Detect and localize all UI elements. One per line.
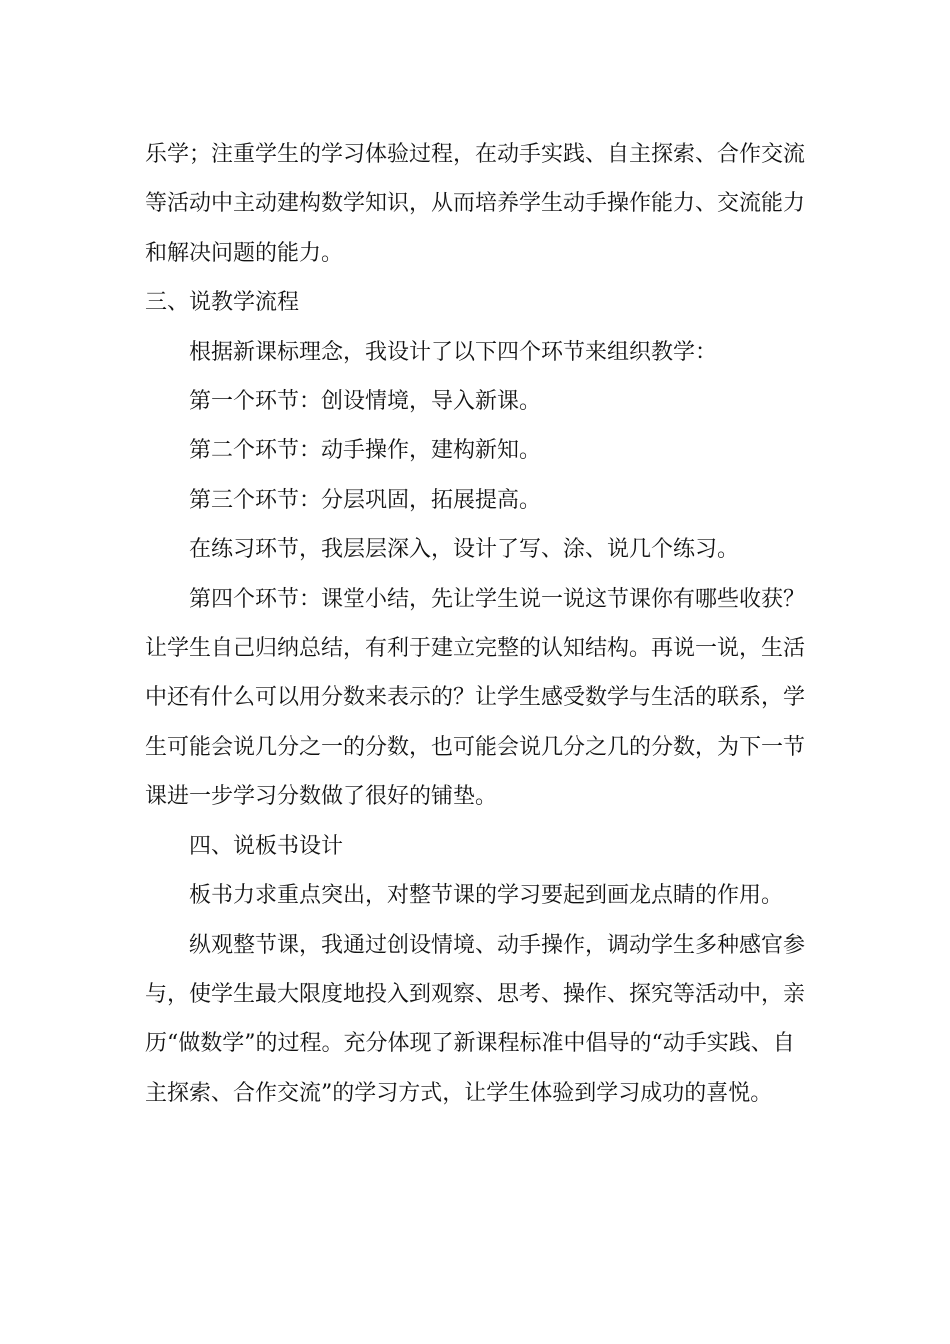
paragraph-step-4: 第四个环节：课堂小结，先让学生说一说这节课你有哪些收获？让学生自己归纳总结，有利于建立完整的认知结构。再说一说，生活中还有什么可以用分数来表示的？让学生感受数学与生活的联系，学生可能会说几分之一的分数，也可能会说几分之几的分数，为下一节课进一步学习分数做了很好的铺垫。: [145, 586, 806, 810]
section-heading-board-design: 四、说板书设计: [189, 833, 344, 859]
paragraph-step-2: 第二个环节：动手操作，建构新知。: [189, 438, 542, 464]
paragraph-step-3: 第三个环节：分层巩固，拓展提高。: [189, 487, 542, 513]
document-body: [145, 130, 805, 1118]
paragraph-intro: 根据新课标理念，我设计了以下四个环节来组织教学：: [189, 339, 718, 365]
paragraph-practice: 在练习环节，我层层深入，设计了写、涂、说几个练习。: [189, 537, 740, 563]
paragraph-summary: 纵观整节课，我通过创设情境、动手操作，调动学生多种感官参与，使学生最大限度地投入到观察、思考、操作、探究等活动中，亲历“做数学”的过程。充分体现了新课程标准中倡导的“动手实践、自主探索、合作交流”的学习方式，让学生体验到学习成功的喜悦。: [145, 932, 806, 1106]
paragraph-continuation: 乐学；注重学生的学习体验过程，在动手实践、自主探索、合作交流等活动中主动建构数学知识，从而培养学生动手操作能力、交流能力和解决问题的能力。: [145, 142, 806, 266]
section-heading-teaching-process: 三、说教学流程: [145, 290, 300, 316]
paragraph-step-1: 第一个环节：创设情境，导入新课。: [189, 389, 542, 415]
paragraph-board: 板书力求重点突出，对整节课的学习要起到画龙点睛的作用。: [189, 883, 784, 909]
